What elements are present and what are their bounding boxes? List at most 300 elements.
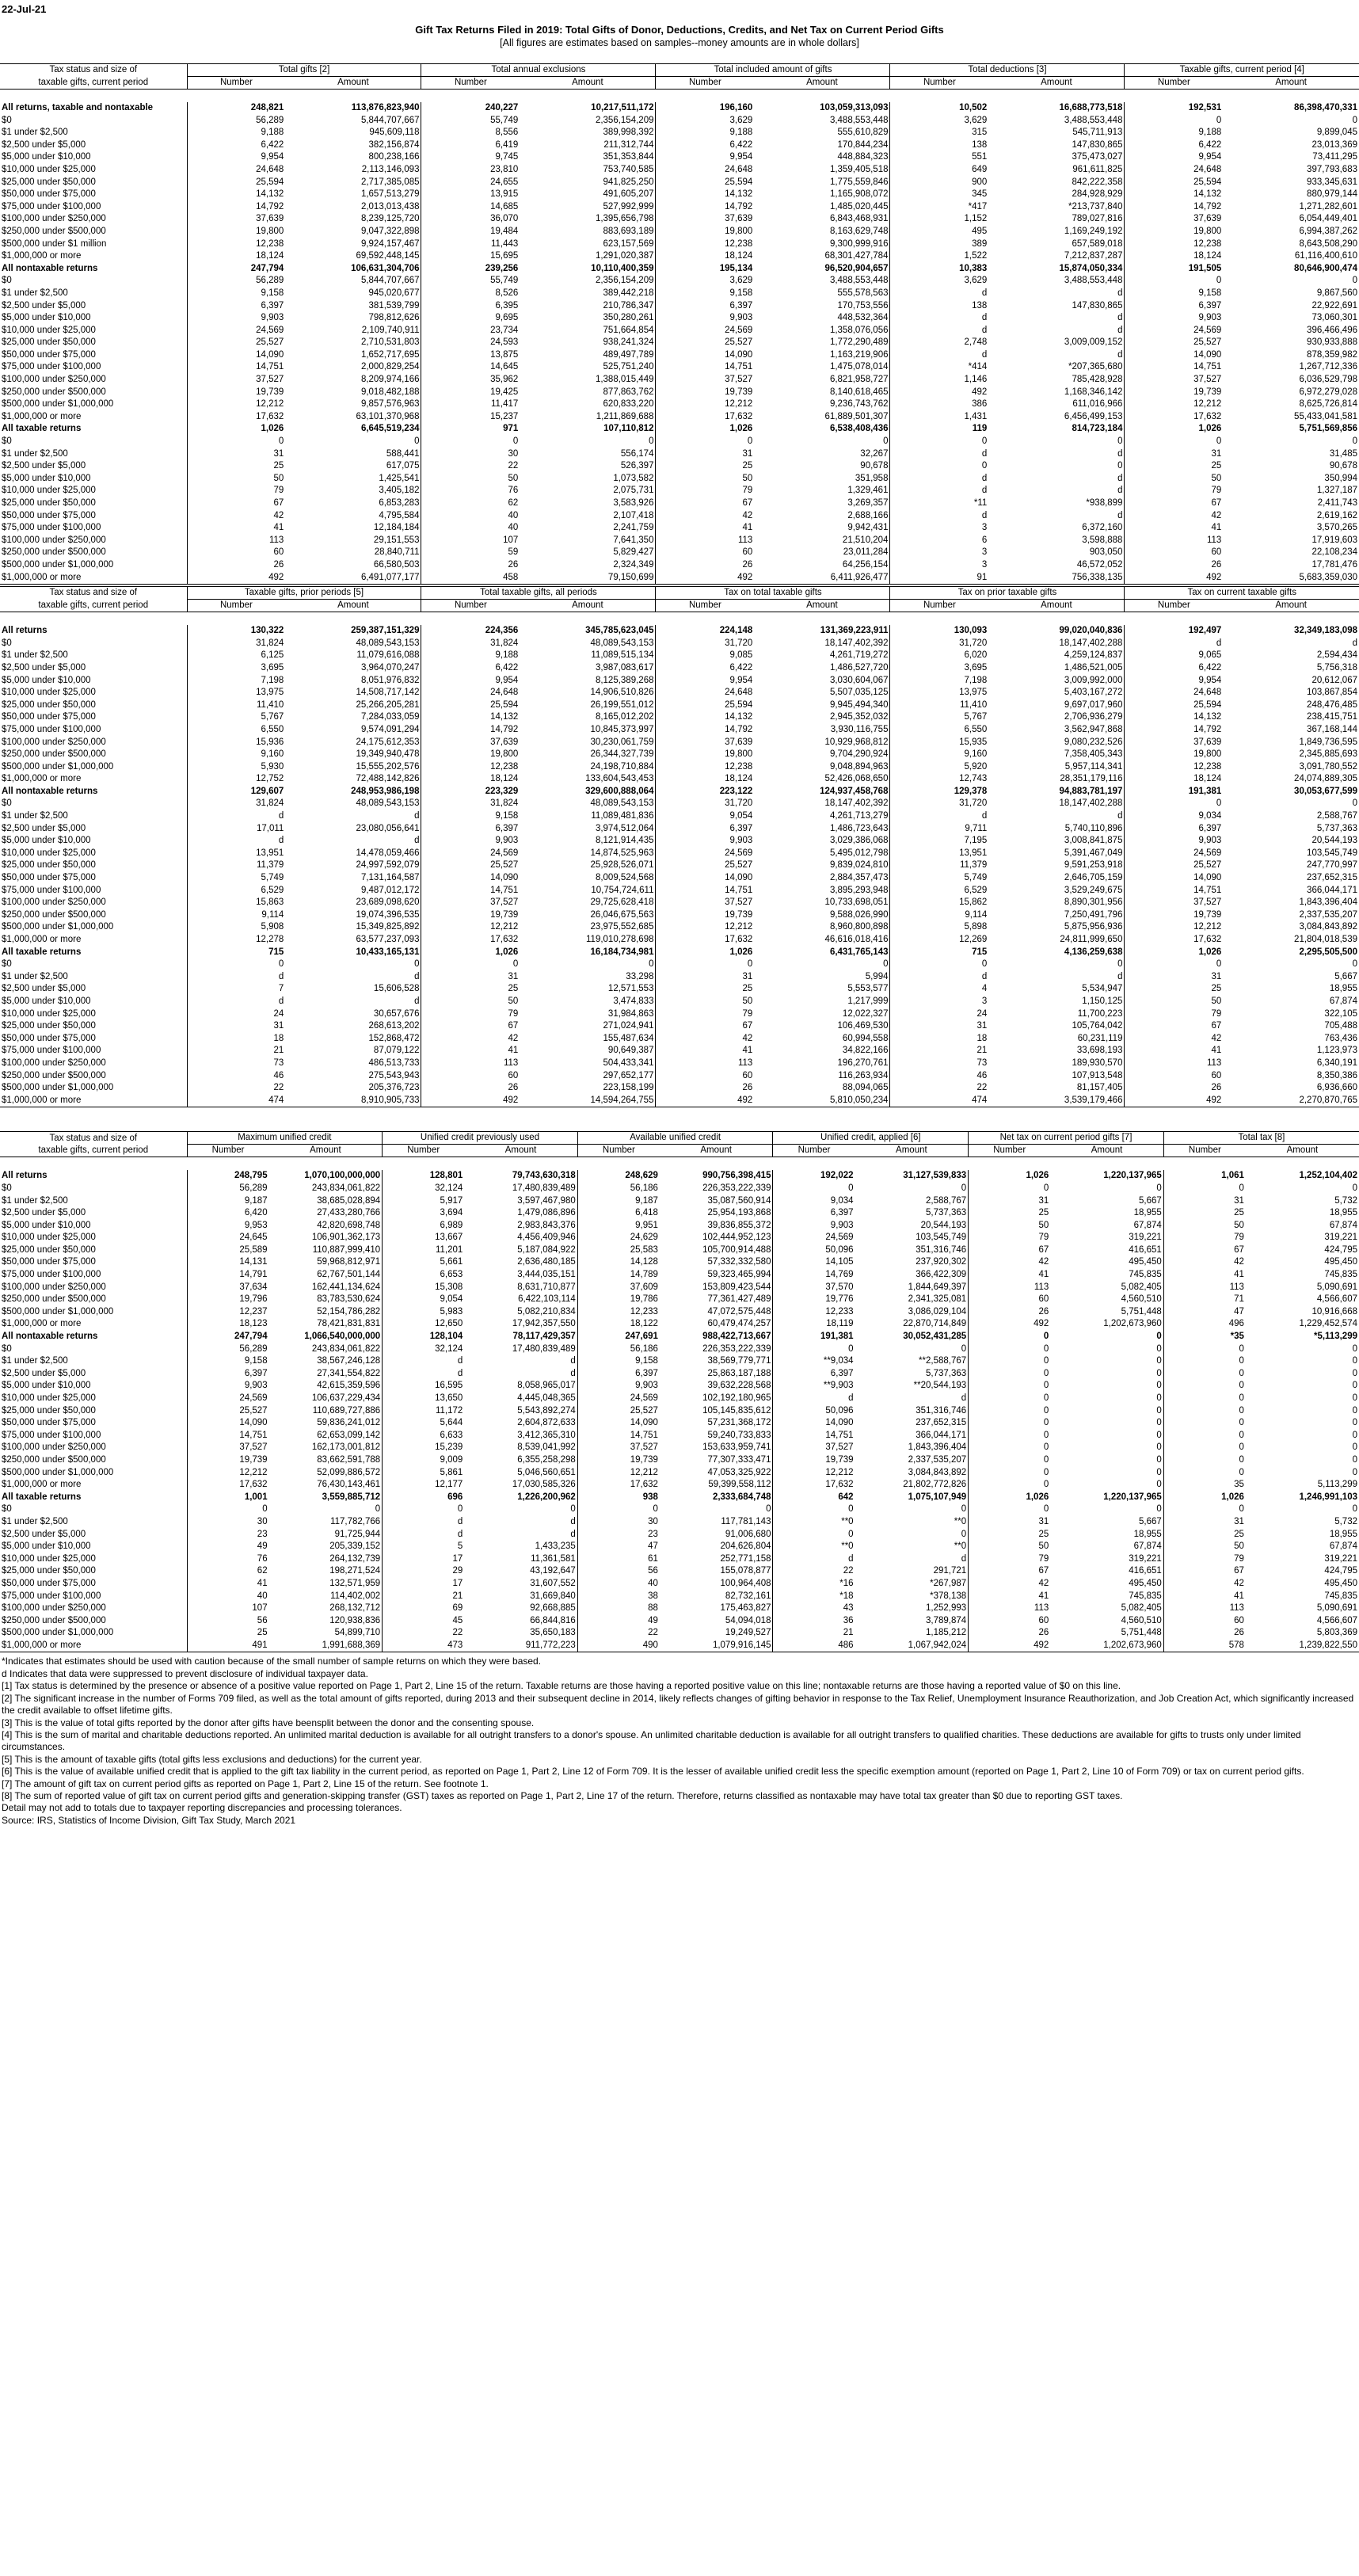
amount-cell: 753,740,585 <box>603 164 654 174</box>
row-label: $75,000 under $100,000 <box>2 724 101 734</box>
table-row <box>0 897 1359 909</box>
table-row <box>0 773 1359 786</box>
number-cell: 0 <box>1163 1355 1246 1368</box>
row-label: $75,000 under $100,000 <box>2 1046 101 1056</box>
amount-cell: 1,150,125 <box>1082 996 1123 1006</box>
amount-cell: 322,105 <box>1324 1008 1357 1019</box>
number-cell: 196,160 <box>656 102 754 115</box>
number-cell: 5,930 <box>187 761 285 774</box>
amount-cell: 243,834,061,822 <box>311 1343 381 1354</box>
row-label: $50,000 under $75,000 <box>2 189 96 200</box>
number-cell: 11,417 <box>421 398 520 411</box>
amount-cell: 8,910,905,733 <box>285 1095 421 1107</box>
row-label: $2,500 under $5,000 <box>2 662 86 673</box>
number-cell: 60 <box>969 1294 1051 1306</box>
number-cell: 22 <box>383 1627 465 1640</box>
column-group-header: Total taxable gifts, all periods <box>421 587 656 600</box>
amount-cell: 588,441 <box>386 448 420 459</box>
amount-cell: 27,433,280,766 <box>317 1208 381 1218</box>
number-cell: 50 <box>1163 1541 1246 1553</box>
amount-cell: 88,094,065 <box>842 1083 889 1093</box>
table-row <box>0 958 1359 971</box>
amount-cell: 103,867,854 <box>1307 688 1357 698</box>
number-cell: d <box>383 1529 465 1541</box>
row-label: $5,000 under $10,000 <box>2 1220 91 1230</box>
number-cell: 41 <box>1125 522 1223 535</box>
amount-cell: 94,883,781,197 <box>1059 786 1123 796</box>
number-cell: 9,114 <box>890 909 988 922</box>
amount-cell: 5,082,210,834 <box>517 1306 576 1317</box>
number-cell: 50 <box>1125 996 1223 1008</box>
amount-cell: 9,942,431 <box>847 523 889 533</box>
amount-cell: 9,899,045 <box>1316 128 1357 138</box>
row-label: $50,000 under $75,000 <box>2 349 96 360</box>
amount-cell: 945,609,118 <box>369 128 420 138</box>
amount-cell: 14,906,510,826 <box>590 688 654 698</box>
amount-cell: 99,020,040,836 <box>1059 626 1123 636</box>
row-label: $10,000 under $25,000 <box>2 1553 96 1564</box>
amount-cell: 1,359,405,518 <box>829 164 889 174</box>
amount-cell: 5,844,707,667 <box>360 115 420 125</box>
number-cell: 18,122 <box>577 1318 660 1331</box>
amount-cell: 6,411,926,477 <box>754 572 890 585</box>
number-cell: d <box>773 1553 855 1566</box>
footnote: d Indicates that data were suppressed to prevent disclosure of individual taxpayer data. <box>2 1667 368 1679</box>
row-label: $50,000 under $75,000 <box>2 1033 96 1043</box>
number-cell: 191,381 <box>773 1331 855 1343</box>
number-cell: 3,629 <box>890 275 988 288</box>
amount-column-header: Amount <box>1050 1145 1163 1157</box>
number-cell: 37,609 <box>577 1282 660 1294</box>
number-cell: 13,875 <box>421 349 520 362</box>
amount-cell: 15,606,528 <box>373 984 420 994</box>
number-cell: 11,379 <box>890 859 988 872</box>
amount-cell: 798,812,626 <box>368 313 420 323</box>
number-cell: 9,158 <box>187 1355 269 1368</box>
column-group-header: Total tax [8] <box>1163 1132 1359 1145</box>
number-cell: **0 <box>773 1516 855 1529</box>
amount-cell: 2,337,535,207 <box>1299 909 1357 920</box>
table-row <box>0 1492 1359 1504</box>
amount-cell: 0 <box>1156 1332 1162 1342</box>
number-cell: 0 <box>421 436 520 448</box>
table-row <box>0 1442 1359 1454</box>
number-cell: 23 <box>187 1529 269 1541</box>
table-row <box>0 1503 1359 1516</box>
number-cell: 1,522 <box>890 250 988 263</box>
amount-cell: 0 <box>1352 1393 1357 1403</box>
number-column-header: Number <box>1163 1145 1246 1157</box>
row-label: $25,000 under $50,000 <box>2 337 96 348</box>
row-label: $10,000 under $25,000 <box>2 486 96 496</box>
number-cell: 79 <box>1125 485 1223 497</box>
number-cell: 1,146 <box>890 374 988 387</box>
amount-cell: 31,127,539,833 <box>903 1171 967 1181</box>
amount-cell: 7,641,350 <box>613 535 654 545</box>
number-cell: 37,639 <box>656 213 754 226</box>
row-label: $2,500 under $5,000 <box>2 139 86 150</box>
amount-cell: 28,351,179,116 <box>1060 774 1123 784</box>
amount-cell: 2,109,740,911 <box>361 325 420 335</box>
amount-cell: 26,046,675,563 <box>590 909 654 920</box>
number-cell: d <box>890 485 988 497</box>
number-cell: 25,527 <box>421 859 520 872</box>
amount-cell: 24,198,710,884 <box>590 761 654 772</box>
number-cell: 113 <box>969 1282 1051 1294</box>
amount-cell: 243,834,061,822 <box>311 1183 381 1193</box>
amount-cell: 1,843,396,404 <box>1299 897 1357 908</box>
amount-cell: 351,316,746 <box>916 1405 967 1416</box>
footnote: [6] This is the value of available unified credit that is applied to the gift tax liability in the current period, as reported on Page 1, Part 2, Line 12 of Form 709. It is the lesser of available unified credit less the specific exemption amount (reported on Page 1, Part 2, Line 10 of Form 709) or tax on current period gifts. <box>2 1766 1304 1778</box>
amount-cell: 1,075,107,949 <box>908 1492 967 1502</box>
number-cell: 113 <box>656 535 754 547</box>
number-cell: 62 <box>187 1565 269 1578</box>
amount-cell: 3,539,179,466 <box>988 1095 1125 1107</box>
number-cell: 12,237 <box>187 1306 269 1319</box>
number-cell: 5,920 <box>890 761 988 774</box>
amount-cell: 22,870,714,849 <box>903 1319 967 1329</box>
number-cell: 31 <box>1125 448 1223 461</box>
amount-cell: 69,592,448,145 <box>356 251 420 261</box>
row-label: $1,000,000 or more <box>0 1640 187 1652</box>
number-cell: d <box>383 1516 465 1529</box>
number-cell: 240,227 <box>421 102 520 115</box>
row-label: $500,000 under $1,000,000 <box>2 922 114 932</box>
amount-cell: 23,013,369 <box>1311 139 1357 150</box>
amount-cell: 47,072,575,448 <box>707 1306 771 1317</box>
amount-cell: 92,668,885 <box>530 1603 576 1614</box>
number-cell: 24,569 <box>421 848 520 860</box>
amount-cell: **0 <box>954 1516 967 1526</box>
table-row <box>0 934 1359 947</box>
number-cell: 138 <box>890 300 988 313</box>
amount-cell: 17,919,603 <box>1311 535 1357 545</box>
number-cell: 19,786 <box>577 1294 660 1306</box>
table-row <box>0 711 1359 724</box>
number-cell: 24,569 <box>187 325 285 337</box>
amount-cell: 31,485 <box>1329 448 1357 459</box>
number-cell: 9,158 <box>1125 288 1223 300</box>
number-cell: 11,379 <box>187 859 285 872</box>
amount-cell: 5,732 <box>1334 1516 1357 1526</box>
table-row <box>0 1331 1359 1343</box>
number-cell: 56,289 <box>187 1183 269 1195</box>
number-cell: 19,739 <box>187 1454 269 1467</box>
number-cell: 14,685 <box>421 201 520 214</box>
number-cell: 642 <box>773 1492 855 1504</box>
amount-cell: 4,261,713,279 <box>829 811 889 821</box>
amount-cell: 14,874,525,963 <box>590 848 654 858</box>
number-cell: 50 <box>969 1541 1051 1553</box>
number-cell: 9,954 <box>656 151 754 164</box>
amount-cell: 3,084,843,892 <box>908 1467 967 1477</box>
row-label: $2,500 under $5,000 <box>2 1208 86 1218</box>
number-cell: 46 <box>890 1070 988 1083</box>
number-cell: 12,233 <box>577 1306 660 1319</box>
amount-cell: 8,163,629,748 <box>829 226 889 236</box>
page-title: Gift Tax Returns Filed in 2019: Total Gifts of Donor, Deductions, Credits, and Net Tax on Current Period Gifts <box>415 24 944 36</box>
number-cell: 88 <box>577 1602 660 1615</box>
number-column-header: Number <box>890 77 988 90</box>
row-label: $100,000 under $250,000 <box>2 1282 106 1292</box>
amount-cell: 389,442,218 <box>603 288 654 298</box>
number-cell: 13,951 <box>187 848 285 860</box>
amount-cell: 6,340,191 <box>1316 1057 1357 1068</box>
number-cell: 24,648 <box>656 164 754 177</box>
number-cell: 23,810 <box>421 164 520 177</box>
number-cell: 0 <box>1125 436 1223 448</box>
amount-cell: d <box>961 1393 967 1403</box>
amount-cell: 5,803,369 <box>1316 1628 1357 1638</box>
amount-cell: 0 <box>1352 1467 1357 1477</box>
amount-cell: 223,158,199 <box>603 1083 654 1093</box>
footnote: Source: IRS, Statistics of Income Division, Gift Tax Study, March 2021 <box>2 1814 296 1826</box>
amount-cell: d <box>1117 971 1123 981</box>
amount-cell: 48,089,543,153 <box>356 798 420 809</box>
amount-cell: 30,657,676 <box>373 1008 420 1019</box>
amount-cell: 198,271,524 <box>329 1566 381 1576</box>
number-cell: 56 <box>577 1565 660 1578</box>
number-cell: 25 <box>969 1529 1051 1541</box>
amount-cell: 10,845,373,997 <box>590 724 654 734</box>
amount-cell: 2,341,325,081 <box>908 1294 967 1305</box>
amount-cell: 5,751,569,856 <box>1299 424 1357 434</box>
number-cell: 0 <box>969 1479 1051 1492</box>
header-spacer <box>0 612 1359 626</box>
number-cell: 62 <box>421 497 520 510</box>
amount-cell: 8,009,524,568 <box>595 873 654 883</box>
footnote: [7] The amount of gift tax on current period gifts as reported on Page 1, Part 2, Line 15 of the return. See footnote 1. <box>2 1778 489 1789</box>
amount-cell: 1,843,396,404 <box>908 1442 967 1453</box>
number-cell: 26 <box>421 559 520 572</box>
amount-cell: 2,075,731 <box>613 486 654 496</box>
amount-cell: 8,121,914,435 <box>595 836 654 846</box>
number-cell: 0 <box>969 1183 1051 1195</box>
amount-cell: 396,466,496 <box>1307 325 1357 335</box>
number-cell: 13,915 <box>421 189 520 201</box>
amount-cell: 8,125,389,268 <box>595 675 654 685</box>
number-cell: 9,903 <box>773 1220 855 1233</box>
table-row <box>0 1256 1359 1269</box>
table-row <box>0 724 1359 737</box>
amount-cell: 3,987,083,617 <box>595 662 654 673</box>
amount-cell: 103,059,313,093 <box>820 103 889 112</box>
table-row <box>0 398 1359 411</box>
number-cell: 73 <box>890 1057 988 1070</box>
amount-cell: 448,884,323 <box>837 152 889 162</box>
row-label: $10,000 under $25,000 <box>2 164 96 174</box>
number-cell: 24,648 <box>656 687 754 699</box>
number-cell: 24,569 <box>656 848 754 860</box>
footnote: [8] The sum of reported value of gift tax on current period gifts and generation-skipping transfer (GST) taxes as reported on Page 1, Part 2, Line 17 of the return. Therefore, returns classified as nontaxable may have total tax greater than $0 due to reporting GST taxes. <box>2 1789 1123 1801</box>
number-cell: 31,824 <box>187 638 285 650</box>
amount-cell: 17,480,839,489 <box>512 1183 576 1193</box>
table-row <box>0 374 1359 387</box>
amount-cell: 33,298 <box>626 971 654 981</box>
table-row <box>0 361 1359 374</box>
amount-cell: 102,192,180,965 <box>702 1393 771 1403</box>
amount-cell: 2,000,829,254 <box>360 362 420 372</box>
amount-cell: 237,652,315 <box>1307 873 1357 883</box>
row-label: $1 under $2,500 <box>2 650 68 661</box>
number-cell: 25,583 <box>577 1244 660 1257</box>
amount-cell: 38,569,779,771 <box>707 1356 771 1366</box>
number-cell: 41 <box>656 522 754 535</box>
amount-cell: 4,560,510 <box>1121 1294 1162 1305</box>
number-cell: 37,634 <box>187 1282 269 1294</box>
number-cell: 578 <box>1163 1640 1246 1652</box>
amount-cell: 486,513,733 <box>368 1057 420 1068</box>
number-cell: 25,594 <box>656 699 754 712</box>
amount-cell: 0 <box>1352 798 1357 809</box>
table-row <box>0 1479 1359 1492</box>
amount-cell: 1,165,908,072 <box>829 189 889 200</box>
amount-cell: 990,756,398,415 <box>702 1171 771 1181</box>
amount-cell: 2,295,505,500 <box>1299 947 1357 957</box>
amount-cell: 10,754,724,611 <box>591 885 654 895</box>
number-cell: 41 <box>656 1045 754 1057</box>
number-cell: 0 <box>969 1467 1051 1480</box>
row-label: All returns, taxable and nontaxable <box>2 103 154 112</box>
number-cell: 14,792 <box>656 201 754 214</box>
footnote: *Indicates that estimates should be used with caution because of the small number of sample returns on which they were based. <box>2 1656 542 1667</box>
number-cell: 6,633 <box>383 1430 465 1442</box>
amount-cell: *207,365,680 <box>1068 362 1123 372</box>
number-cell: 42 <box>656 510 754 523</box>
amount-cell: 933,345,631 <box>1307 177 1357 187</box>
amount-cell: 351,316,746 <box>916 1244 967 1255</box>
amount-cell: 2,356,154,209 <box>595 276 654 286</box>
amount-cell: d <box>961 1553 967 1564</box>
amount-cell: 416,651 <box>1129 1244 1162 1255</box>
amount-cell: 18,955 <box>1329 1208 1357 1218</box>
number-cell: 3 <box>890 996 988 1008</box>
number-cell: 23,734 <box>421 325 520 337</box>
number-cell: 26 <box>969 1627 1051 1640</box>
amount-cell: 0 <box>1156 1480 1162 1490</box>
amount-cell: 9,048,894,963 <box>829 761 889 772</box>
row-label: $250,000 under $500,000 <box>2 1615 106 1625</box>
amount-cell: 1,271,282,601 <box>1299 201 1357 211</box>
number-cell: 9,054 <box>383 1294 465 1306</box>
amount-cell: 6,372,160 <box>1082 523 1123 533</box>
row-label: $50,000 under $75,000 <box>2 1578 96 1588</box>
amount-cell: 0 <box>1352 1454 1357 1465</box>
amount-cell: 424,795 <box>1324 1244 1357 1255</box>
amount-cell: d <box>1117 811 1123 821</box>
amount-cell: 18,147,402,288 <box>1059 638 1123 648</box>
number-cell: d <box>383 1368 465 1381</box>
number-cell: 6,653 <box>383 1269 465 1282</box>
amount-cell: 842,222,358 <box>1072 177 1123 187</box>
number-cell: 9,954 <box>1125 675 1223 688</box>
column-group-header: Total gifts [2] <box>187 64 421 77</box>
amount-cell: 268,132,712 <box>329 1603 381 1614</box>
amount-cell: 14,594,264,755 <box>520 1095 656 1107</box>
amount-cell: 0 <box>1156 1356 1162 1366</box>
amount-cell: 82,732,161 <box>725 1591 771 1601</box>
amount-cell: 756,338,135 <box>988 572 1125 585</box>
amount-cell: 0 <box>1352 1430 1357 1440</box>
amount-cell: 35,650,183 <box>530 1628 576 1638</box>
amount-cell: 3,789,874 <box>925 1615 967 1625</box>
amount-cell: 491,605,207 <box>603 189 654 200</box>
amount-cell: 29,151,553 <box>373 535 420 545</box>
amount-cell: 5,994 <box>865 971 889 981</box>
amount-cell: 1,229,452,574 <box>1299 1319 1357 1329</box>
number-cell: 24,645 <box>187 1232 269 1244</box>
number-cell: 9,903 <box>577 1380 660 1393</box>
number-cell: 19,800 <box>656 226 754 238</box>
table-row <box>0 510 1359 523</box>
number-cell: 61 <box>577 1553 660 1566</box>
amount-cell: 319,221 <box>1324 1553 1357 1564</box>
number-cell: 42 <box>1163 1256 1246 1269</box>
amount-cell: 59,836,241,012 <box>317 1418 381 1428</box>
number-cell: 14,792 <box>656 724 754 737</box>
number-cell: 248,629 <box>577 1170 660 1183</box>
number-cell: 0 <box>656 436 754 448</box>
amount-cell: 2,337,535,207 <box>908 1454 967 1465</box>
number-cell: 14,090 <box>577 1417 660 1430</box>
amount-cell: 657,589,018 <box>1072 238 1123 249</box>
number-cell: 495 <box>890 226 988 238</box>
number-cell: 25,594 <box>656 177 754 189</box>
number-cell: 17,632 <box>656 411 754 424</box>
number-cell: 17,632 <box>1125 411 1223 424</box>
number-cell: 119 <box>890 423 988 436</box>
amount-cell: 1,211,869,688 <box>596 411 654 421</box>
number-cell: 18 <box>187 1033 285 1046</box>
number-cell: 50,096 <box>773 1405 855 1418</box>
number-cell: *18 <box>773 1591 855 1603</box>
table-row <box>0 1640 1359 1652</box>
number-cell: 31,720 <box>656 638 754 650</box>
amount-cell: 67,874 <box>1133 1220 1162 1230</box>
amount-cell: 73,060,301 <box>1311 313 1357 323</box>
number-cell: 0 <box>1163 1454 1246 1467</box>
number-cell: 19,739 <box>773 1454 855 1467</box>
amount-cell: 5,844,707,667 <box>360 276 420 286</box>
footnote: [5] This is the amount of taxable gifts (total gifts less exclusions and deductions) for the current year. <box>2 1753 422 1765</box>
row-label: $2,500 under $5,000 <box>2 984 86 994</box>
row-label: $1 under $2,500 <box>2 971 68 981</box>
number-cell: 25 <box>187 460 285 473</box>
amount-cell: 5,090,691 <box>1316 1603 1357 1614</box>
table-row <box>0 1368 1359 1381</box>
amount-cell: 162,441,134,624 <box>311 1282 381 1292</box>
number-cell: 13,667 <box>383 1232 465 1244</box>
amount-cell: 0 <box>1156 1183 1162 1193</box>
table-row <box>0 250 1359 263</box>
number-cell: 13,975 <box>890 687 988 699</box>
amount-cell: 495,450 <box>1324 1578 1357 1588</box>
number-cell: 14,090 <box>1125 349 1223 362</box>
number-cell: 67 <box>187 497 285 510</box>
amount-cell: 0 <box>1352 1405 1357 1416</box>
number-cell: 0 <box>1163 1503 1246 1516</box>
table-row <box>0 312 1359 325</box>
amount-column-header: Amount <box>1246 1145 1359 1157</box>
number-cell: 1,026 <box>969 1492 1051 1504</box>
row-label: $10,000 under $25,000 <box>2 325 96 335</box>
amount-cell: 5,751,448 <box>1121 1628 1162 1638</box>
number-cell: 60 <box>656 1070 754 1083</box>
amount-cell: 1,168,346,142 <box>1064 387 1123 397</box>
row-label: $500,000 under $1,000,000 <box>2 761 114 772</box>
number-cell: 50 <box>656 996 754 1008</box>
amount-cell: 8,539,041,992 <box>517 1442 576 1453</box>
